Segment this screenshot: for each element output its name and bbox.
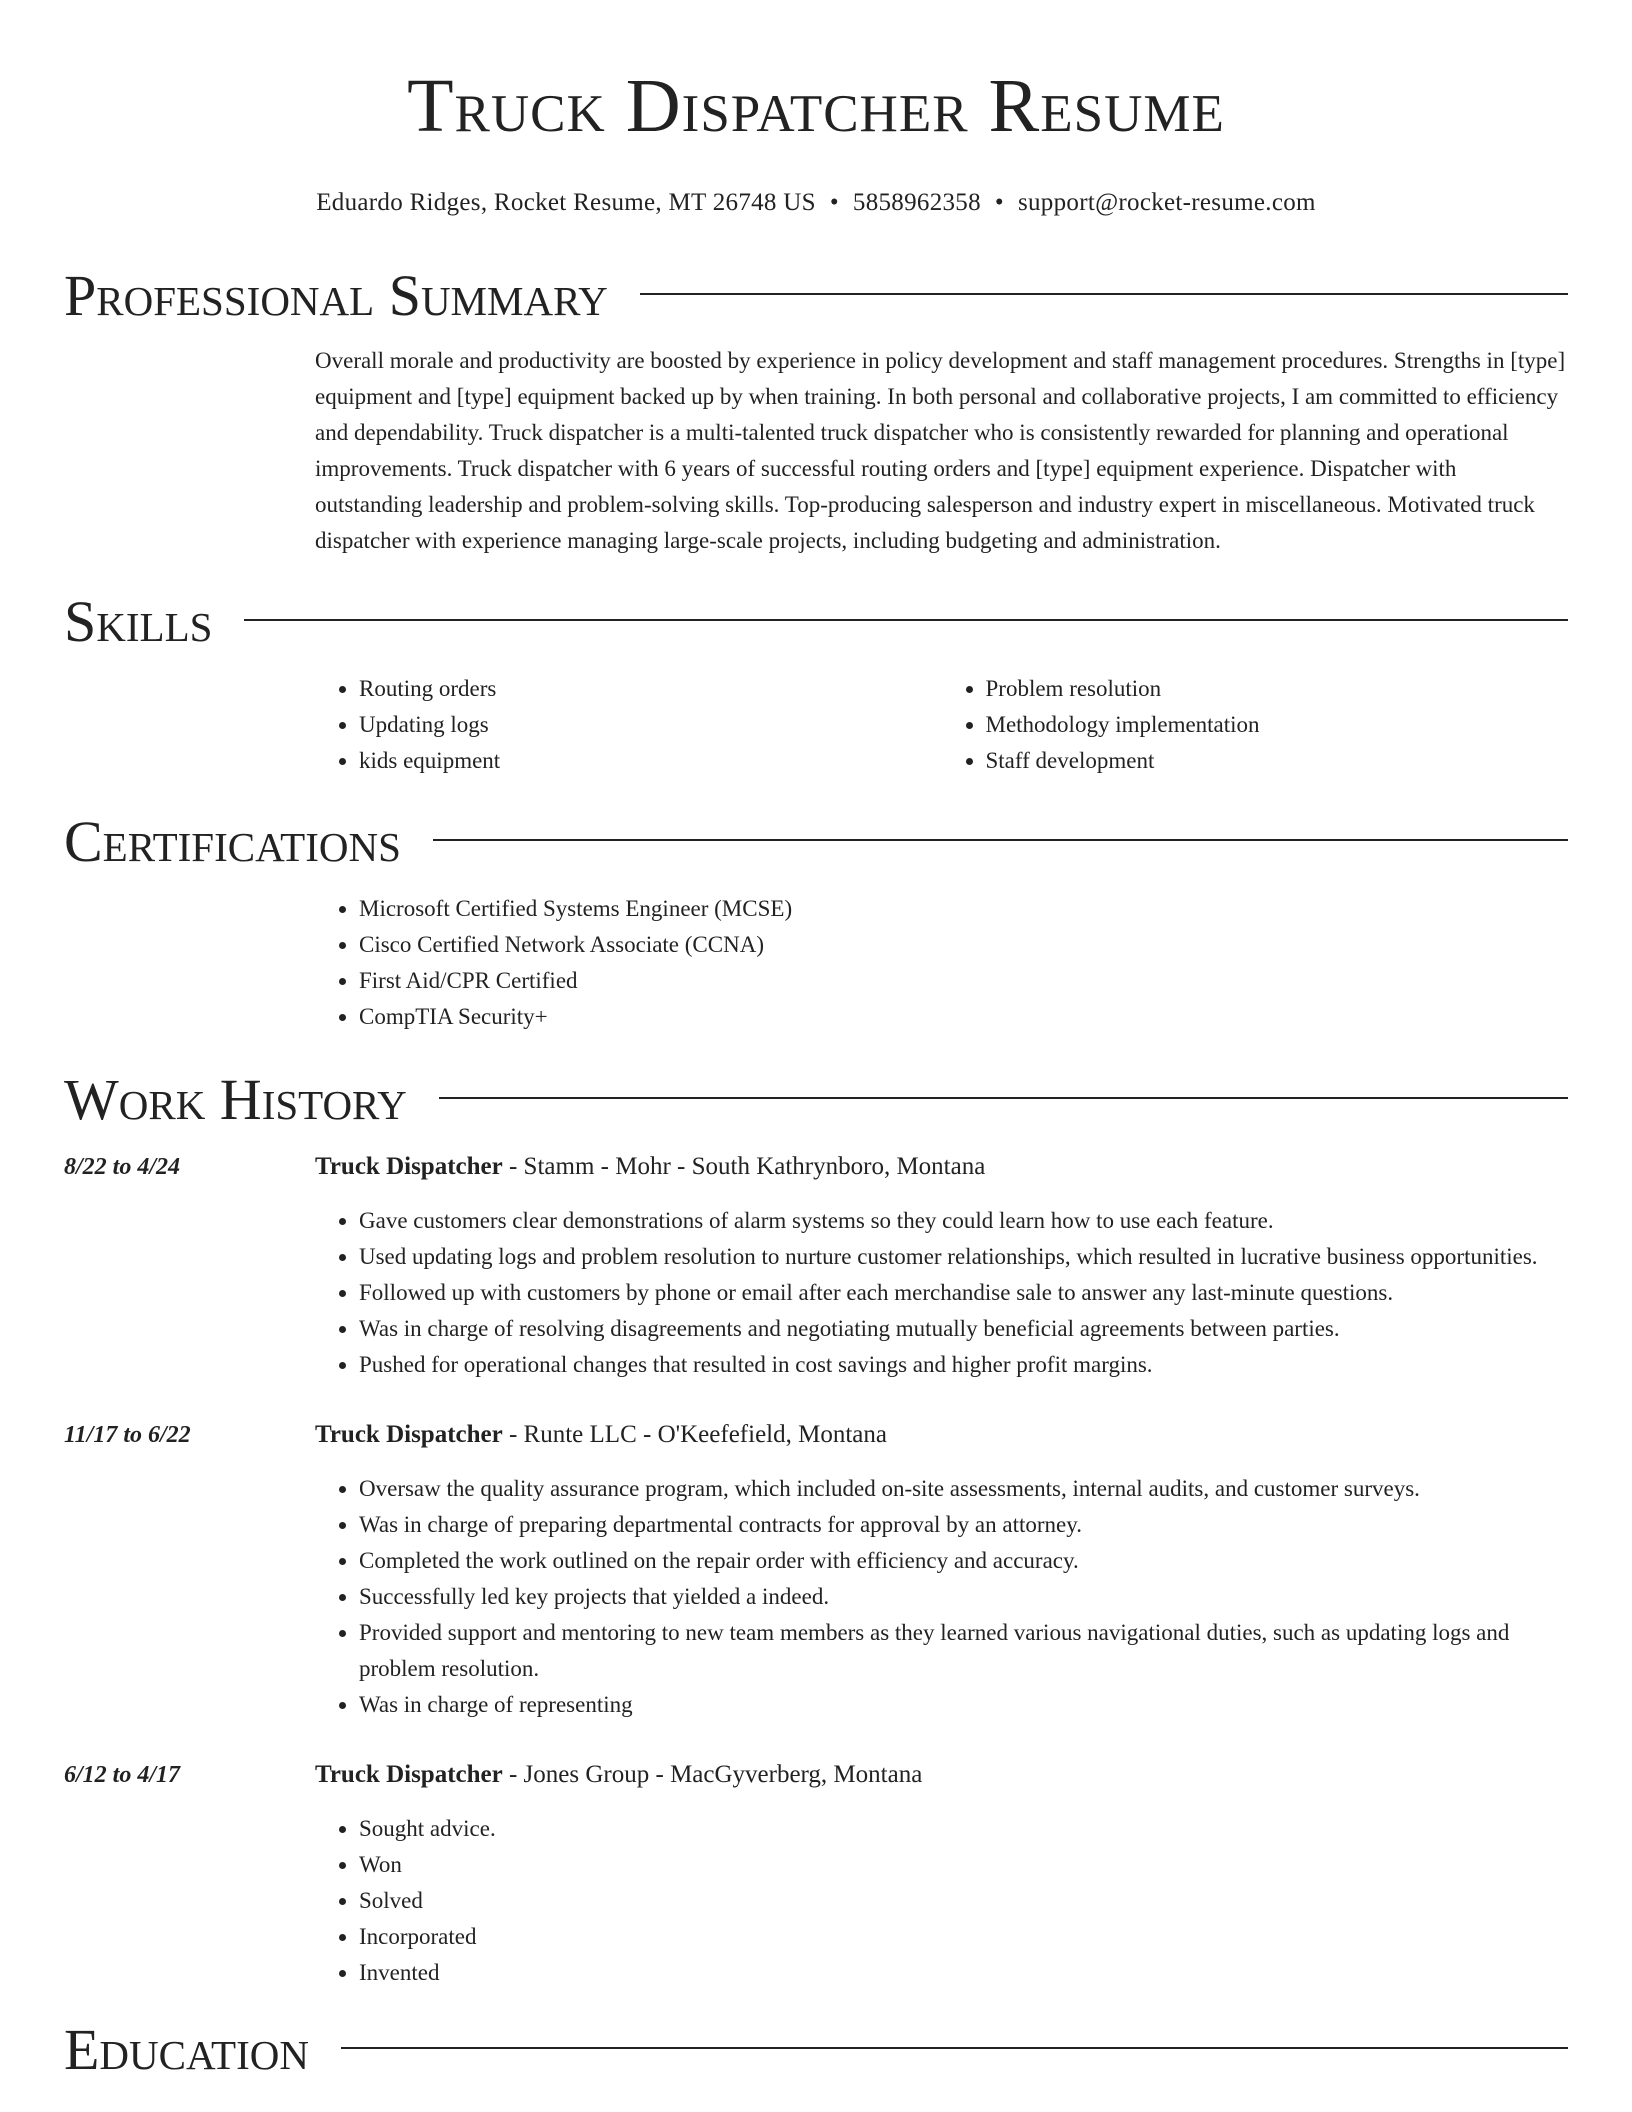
- job-title-line: [315, 1149, 1568, 1185]
- job-body: [315, 1417, 1568, 1723]
- job-role: Truck Dispatcher: [315, 1421, 503, 1448]
- job-bullets: [315, 1471, 1568, 1723]
- job-dates: 6/12 to 4/17: [64, 1762, 181, 1788]
- section-divider: [640, 293, 1568, 295]
- work-section-heading: [64, 1065, 1568, 1135]
- contact-separator: •: [994, 189, 1004, 216]
- section-divider: [433, 839, 1568, 841]
- job-title-line: [315, 1417, 1568, 1453]
- education-heading: Education: [64, 2017, 309, 2082]
- job-bullet: • Followed up with customers by phone or email after each merchandise sale to answer any last-minute questions.: [359, 1275, 1568, 1311]
- skills-heading: Skills: [64, 589, 213, 654]
- job-bullet: • Provided support and mentoring to new team members as they learned various navigational duties, such as updating logs and problem resolution.: [359, 1615, 1568, 1687]
- job-bullet: • Was in charge of resolving disagreements and negotiating mutually beneficial agreements between parties.: [359, 1311, 1568, 1347]
- skills-grid: [315, 671, 1568, 779]
- skills-section: [315, 671, 1568, 779]
- job-bullet: • Oversaw the quality assurance program, which included on-site assessments, internal audits, and customer surveys.: [359, 1471, 1568, 1507]
- skill-item: • Problem resolution: [986, 671, 1569, 707]
- contact-address: Eduardo Ridges, Rocket Resume, MT 26748 US: [316, 189, 816, 216]
- section-divider: [244, 619, 1568, 621]
- certifications-section: [315, 891, 1568, 1035]
- skills-section-heading: [64, 587, 1568, 657]
- job-bullet: • Solved: [359, 1883, 1568, 1919]
- skill-item: • kids equipment: [359, 743, 942, 779]
- job-dates: 8/22 to 4/24: [64, 1154, 181, 1180]
- contact-separator: •: [829, 189, 839, 216]
- work-heading: Work History: [64, 1067, 407, 1132]
- job-bullet: • Was in charge of preparing departmental contracts for approval by an attorney.: [359, 1507, 1568, 1543]
- contact-email: support@rocket-resume.com: [1017, 189, 1316, 216]
- skill-item: • Routing orders: [359, 671, 942, 707]
- job-body: [315, 1149, 1568, 1383]
- certification-item: • First Aid/CPR Certified: [359, 963, 1568, 999]
- job-entry: [64, 1149, 1568, 1383]
- skill-item: • Updating logs: [359, 707, 942, 743]
- job-title-line: [315, 1757, 1568, 1793]
- job-bullet: • Gave customers clear demonstrations of alarm systems so they could learn how to use each feature.: [359, 1203, 1568, 1239]
- summary-section-heading: [64, 261, 1568, 331]
- job-role: Truck Dispatcher: [315, 1153, 503, 1180]
- job-entry: [64, 1757, 1568, 1991]
- summary-text: Overall morale and productivity are boosted by experience in policy development and staff management procedures. Strengths in [type] equipment and [type] equipment backed up by when training. In both personal and collaborative projects, I am committed to efficiency and dependability. Truck dispatcher is a multi-talented truck dispatcher who is consistently rewarded for planning and operational improvements. Truck dispatcher with 6 years of successful routing orders and [type] equipment experience. Dispatcher with outstanding leadership and problem-solving skills. Top-producing salesperson and industry expert in miscellaneous. Motivated truck dispatcher with experience managing large-scale projects, including budgeting and administration.: [315, 348, 1566, 553]
- job-bullet: • Won: [359, 1847, 1568, 1883]
- certifications-list: [315, 891, 1568, 1035]
- job-bullet: • Successfully led key projects that yielded a indeed.: [359, 1579, 1568, 1615]
- job-bullets: [315, 1203, 1568, 1383]
- job-bullet: • Completed the work outlined on the repair order with efficiency and accuracy.: [359, 1543, 1568, 1579]
- certifications-heading: Certifications: [64, 809, 401, 874]
- job-bullet: • Used updating logs and problem resolution to nurture customer relationships, which resulted in lucrative business opportunities.: [359, 1239, 1568, 1275]
- summary-section: [315, 343, 1568, 559]
- job-details: - Stamm - Mohr - South Kathrynboro, Montana: [502, 1153, 986, 1180]
- resume-title: Truck Dispatcher Resume: [407, 64, 1225, 148]
- education-section-heading: [64, 2015, 1568, 2085]
- skills-list-right: [942, 671, 1569, 779]
- job-bullet: • Sought advice.: [359, 1811, 1568, 1847]
- job-bullet: • Was in charge of representing: [359, 1687, 1568, 1723]
- certification-item: • Cisco Certified Network Associate (CCNA): [359, 927, 1568, 963]
- skill-item: • Methodology implementation: [986, 707, 1569, 743]
- resume-header: [0, 0, 1632, 218]
- contact-phone: 5858962358: [852, 189, 981, 216]
- job-bullets: [315, 1811, 1568, 1991]
- job-details: - Jones Group - MacGyverberg, Montana: [502, 1761, 923, 1788]
- contact-line: [0, 188, 1632, 218]
- job-dates: 11/17 to 6/22: [64, 1422, 191, 1448]
- certifications-section-heading: [64, 807, 1568, 877]
- job-details: - Runte LLC - O'Keefefield, Montana: [502, 1421, 887, 1448]
- certification-item: • Microsoft Certified Systems Engineer (MCSE): [359, 891, 1568, 927]
- certification-item: • CompTIA Security+: [359, 999, 1568, 1035]
- job-bullet: • Incorporated: [359, 1919, 1568, 1955]
- skills-list-left: [315, 671, 942, 779]
- section-divider: [341, 2047, 1568, 2049]
- job-entry: [64, 1417, 1568, 1723]
- summary-heading: Professional Summary: [64, 263, 608, 328]
- job-bullet: • Invented: [359, 1955, 1568, 1991]
- job-role: Truck Dispatcher: [315, 1761, 503, 1788]
- job-body: [315, 1757, 1568, 1991]
- job-bullet: • Pushed for operational changes that resulted in cost savings and higher profit margins.: [359, 1347, 1568, 1383]
- skill-item: • Staff development: [986, 743, 1569, 779]
- section-divider: [439, 1097, 1568, 1099]
